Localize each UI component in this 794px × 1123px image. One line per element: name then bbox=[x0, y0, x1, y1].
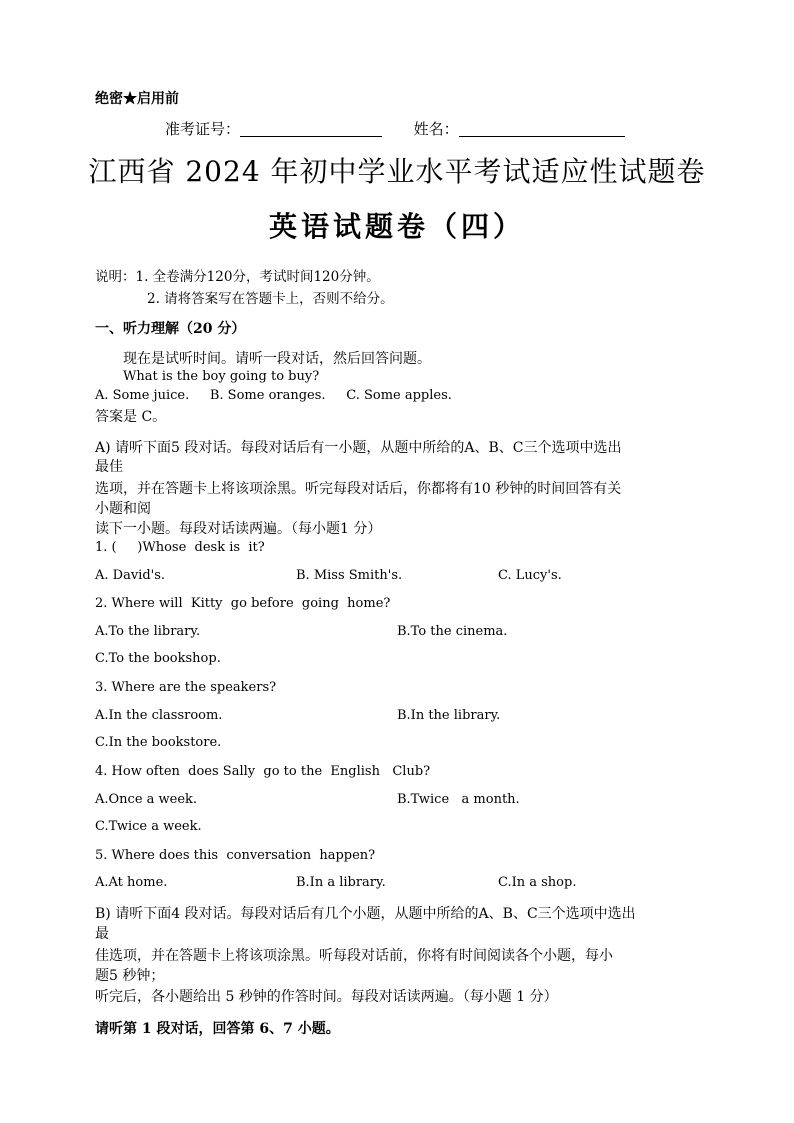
question-4-option-a[interactable]: A.Once a week. bbox=[95, 792, 198, 807]
notes-label: 说明： bbox=[95, 269, 136, 285]
partA-instruction-3: 选项，并在答题卡上将该项涂黑。听完每段对话后，你都将有10 秒钟的时间回答有关 bbox=[95, 481, 622, 497]
partA-instruction-1: A) 请听下面5 段对话。每段对话后有一小题，从题中所给的A、B、C三个选项中选出 bbox=[95, 440, 622, 456]
partA-instruction-5: 读下一小题。每段对话读两遍。（每小题1 分） bbox=[95, 521, 382, 537]
question-3: 3. Where are the speakers? bbox=[95, 680, 277, 695]
question-1-option-b[interactable]: B. Miss Smith's. bbox=[296, 568, 403, 583]
question-1: 1. ( )Whose desk is it? bbox=[95, 540, 265, 555]
question-5: 5. Where does this conversation happen? bbox=[95, 848, 376, 863]
exam-id-label: 准考证号： bbox=[165, 120, 241, 138]
partB-instruction-2: 最 bbox=[95, 926, 109, 942]
question-3-option-a[interactable]: A.In the classroom. bbox=[95, 708, 223, 723]
name-blank[interactable] bbox=[459, 120, 625, 137]
notes-line-1: 说明：1. 全卷满分120分，考试时间120分钟。 bbox=[95, 269, 380, 285]
example-intro: 现在是试听时间。请听一段对话，然后回答问题。 bbox=[123, 351, 431, 367]
partA-instruction-2: 最佳 bbox=[95, 459, 123, 475]
question-2-option-a[interactable]: A.To the library. bbox=[95, 624, 201, 639]
confidential-mark: 绝密★启用前 bbox=[95, 91, 179, 107]
question-5-option-a[interactable]: A.At home. bbox=[95, 875, 168, 890]
partB-instruction-4: 题5 秒钟； bbox=[95, 968, 165, 984]
notes-line-2: 2. 请将答案写在答题卡上，否则不给分。 bbox=[147, 291, 394, 307]
example-options: A. Some juice. B. Some oranges. C. Some apples. bbox=[95, 388, 452, 403]
question-2: 2. Where will Kitty go before going home? bbox=[95, 596, 391, 611]
question-2-option-b[interactable]: B.To the cinema. bbox=[397, 624, 508, 639]
example-question: What is the boy going to buy? bbox=[123, 369, 320, 384]
partB-instruction-1: B) 请听下面4 段对话。每段对话后有几个小题，从题中所给的A、B、C三个选项中选出 bbox=[95, 906, 636, 922]
exam-subtitle: 英语试题卷（四） bbox=[268, 210, 525, 243]
question-4: 4. How often does Sally go to the English Club? bbox=[95, 764, 431, 779]
name-label: 姓名： bbox=[413, 120, 459, 138]
exam-id-blank[interactable] bbox=[240, 120, 382, 137]
question-4-option-b[interactable]: B.Twice a month. bbox=[397, 792, 520, 807]
candidate-info-line bbox=[165, 118, 625, 139]
partA-instruction-4: 小题和阅 bbox=[95, 501, 151, 517]
question-3-option-c[interactable]: C.In the bookstore. bbox=[95, 735, 222, 750]
question-4-option-c[interactable]: C.Twice a week. bbox=[95, 819, 202, 834]
question-1-option-c[interactable]: C. Lucy's. bbox=[498, 568, 562, 583]
partB-instruction-3: 佳选项，并在答题卡上将该项涂黑。听每段对话前，你将有时间阅读各个小题，每小 bbox=[95, 948, 613, 964]
exam-title: 江西省 2024 年初中学业水平考试适应性试题卷 bbox=[88, 155, 706, 188]
dialog-1-heading: 请听第 1 段对话，回答第 6、7 小题。 bbox=[95, 1021, 340, 1037]
question-2-option-c[interactable]: C.To the bookshop. bbox=[95, 651, 221, 666]
example-answer: 答案是 C。 bbox=[95, 409, 167, 425]
question-1-option-a[interactable]: A. David's. bbox=[95, 568, 166, 583]
question-3-option-b[interactable]: B.In the library. bbox=[397, 708, 501, 723]
question-5-option-c[interactable]: C.In a shop. bbox=[498, 875, 577, 890]
question-5-option-b[interactable]: B.In a library. bbox=[296, 875, 386, 890]
section-heading-listening: 一、听力理解（20 分） bbox=[95, 321, 246, 337]
partB-instruction-5: 听完后，各小题给出 5 秒钟的作答时间。每段对话读两遍。（每小题 1 分） bbox=[95, 989, 558, 1005]
